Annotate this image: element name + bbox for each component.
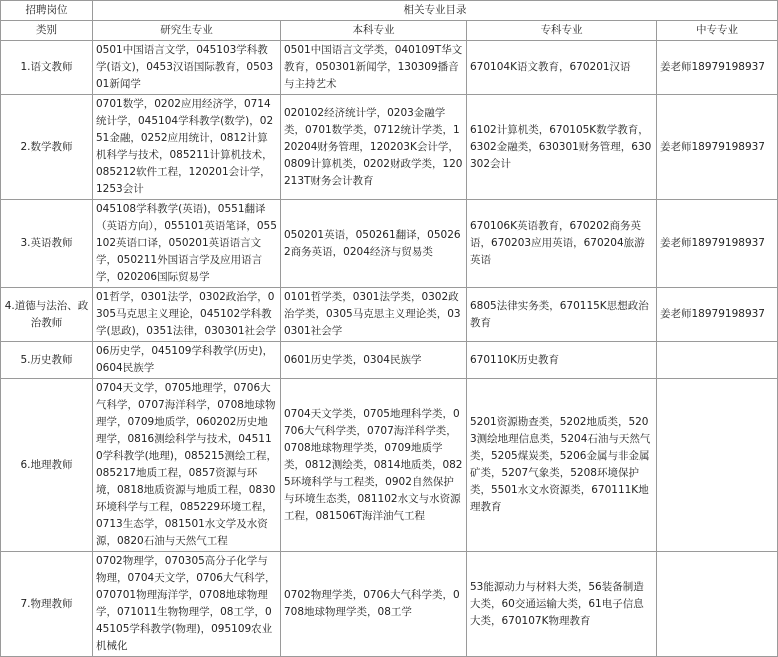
secondary-contact: [657, 552, 778, 657]
graduate-majors: 0701数学，0202应用经济学，0714统计学，045104学科教学(数学)，0251金融，0252应用统计，0812计算机科学与技术，085211计算机技术，085212软件工程，120201会计学，1253会计: [93, 95, 281, 200]
secondary-contact: 姜老师18979198937: [657, 95, 778, 200]
post-name: 2.数学教师: [1, 95, 93, 200]
table-row: [1, 379, 778, 552]
table-row: [1, 552, 778, 657]
post-name: 4.道德与法治、政治教师: [1, 288, 93, 342]
junior-college-majors: 670110K历史教育: [467, 342, 657, 379]
secondary-contact: [657, 379, 778, 552]
undergraduate-majors: 050201英语，050261翻译，050262商务英语，0204经济与贸易类: [281, 200, 467, 288]
table-row: [1, 200, 778, 288]
graduate-majors: 0704天文学，0705地理学，0706大气科学，0707海洋科学，0708地球物理学，0709地质学，060202历史地理学，0816测绘科学与技术，045110学科教学(地理)，085215测绘工程，085217地质工程，0857资源与环境，0818地质资源与地质工程，0830环境科学与工程，085229环境工程，0713生态学，081501水文学及水资源，0820石油与天然气工程: [93, 379, 281, 552]
junior-college-majors: 53能源动力与材料大类，56装备制造大类，60交通运输大类，61电子信息大类，670107K物理教育: [467, 552, 657, 657]
header-position-line1: 招聘岗位: [1, 1, 93, 21]
post-name: 7.物理教师: [1, 552, 93, 657]
post-name: 5.历史教师: [1, 342, 93, 379]
table-row: [1, 342, 778, 379]
secondary-contact: 姜老师18979198937: [657, 200, 778, 288]
graduate-majors: 045108学科教学(英语)，0551翻译（英语方向），055101英语笔译，055102英语口译，050201英语语言文学，050211外国语言学及应用语言学，020206国际贸易学: [93, 200, 281, 288]
junior-college-majors: 670106K英语教育，670202商务英语，670203应用英语，670204旅游英语: [467, 200, 657, 288]
undergraduate-majors: 0702物理学类，0706大气科学类，0708地球物理学类，08工学: [281, 552, 467, 657]
header-junior-college: 专科专业: [467, 21, 657, 41]
post-name: 3.英语教师: [1, 200, 93, 288]
junior-college-majors: 6805法律实务类，670115K思想政治教育: [467, 288, 657, 342]
header-graduate: 研究生专业: [93, 21, 281, 41]
secondary-contact: [657, 342, 778, 379]
junior-college-majors: 6102计算机类，670105K数学教育，6302金融类，630301财务管理，630302会计: [467, 95, 657, 200]
undergraduate-majors: 0501中国语言文学类，040109T华文教育，050301新闻学，130309播音与主持艺术: [281, 41, 467, 95]
header-row-2: [1, 21, 778, 41]
table-row: [1, 41, 778, 95]
secondary-contact: 姜老师18979198937: [657, 288, 778, 342]
undergraduate-majors: 0601历史学类，0304民族学: [281, 342, 467, 379]
undergraduate-majors: 0101哲学类，0301法学类，0302政治学类，0305马克思主义理论类，030301社会学: [281, 288, 467, 342]
undergraduate-majors: 020102经济统计学，0203金融学类，0701数学类，0712统计学类，120204财务管理，120203K会计学，0809计算机类，0202财政学类，120213T财务会计教育: [281, 95, 467, 200]
post-name: 6.地理教师: [1, 379, 93, 552]
post-name: 1.语文教师: [1, 41, 93, 95]
table-row: [1, 95, 778, 200]
junior-college-majors: 5201资源勘查类，5202地质类，5203测绘地理信息类，5204石油与天然气类，5205煤炭类，5206金属与非金属矿类，5207气象类，5208环境保护类，5501水文水资源类，670111K地理教育: [467, 379, 657, 552]
secondary-contact: 姜老师18979198937: [657, 41, 778, 95]
header-undergraduate: 本科专业: [281, 21, 467, 41]
header-catalog: 相关专业目录: [93, 1, 778, 21]
graduate-majors: 0702物理学，070305高分子化学与物理，0704天文学，0706大气科学，070701物理海洋学，0708地球物理学，071011生物物理学，08工学，045105学科教学(物理)，095109农业机械化: [93, 552, 281, 657]
graduate-majors: 0501中国语言文学，045103学科教学(语文)，0453汉语国际教育，050301新闻学: [93, 41, 281, 95]
graduate-majors: 06历史学，045109学科教学(历史)，0604民族学: [93, 342, 281, 379]
graduate-majors: 01哲学，0301法学，0302政治学，0305马克思主义理论，045102学科教学(思政)，0351法律，030301社会学: [93, 288, 281, 342]
header-row-1: [1, 1, 778, 21]
table-row: [1, 288, 778, 342]
undergraduate-majors: 0704天文学类，0705地理科学类，0706大气科学类，0707海洋科学类，0708地球物理学类，0709地质学类，0812测绘类，0814地质类，0825环境科学与工程类，0902自然保护与环境生态类，081102水文与水资源工程，081506T海洋油气工程: [281, 379, 467, 552]
header-secondary: 中专专业: [657, 21, 778, 41]
header-position-line2: 类别: [1, 21, 93, 41]
junior-college-majors: 670104K语文教育，670201汉语: [467, 41, 657, 95]
